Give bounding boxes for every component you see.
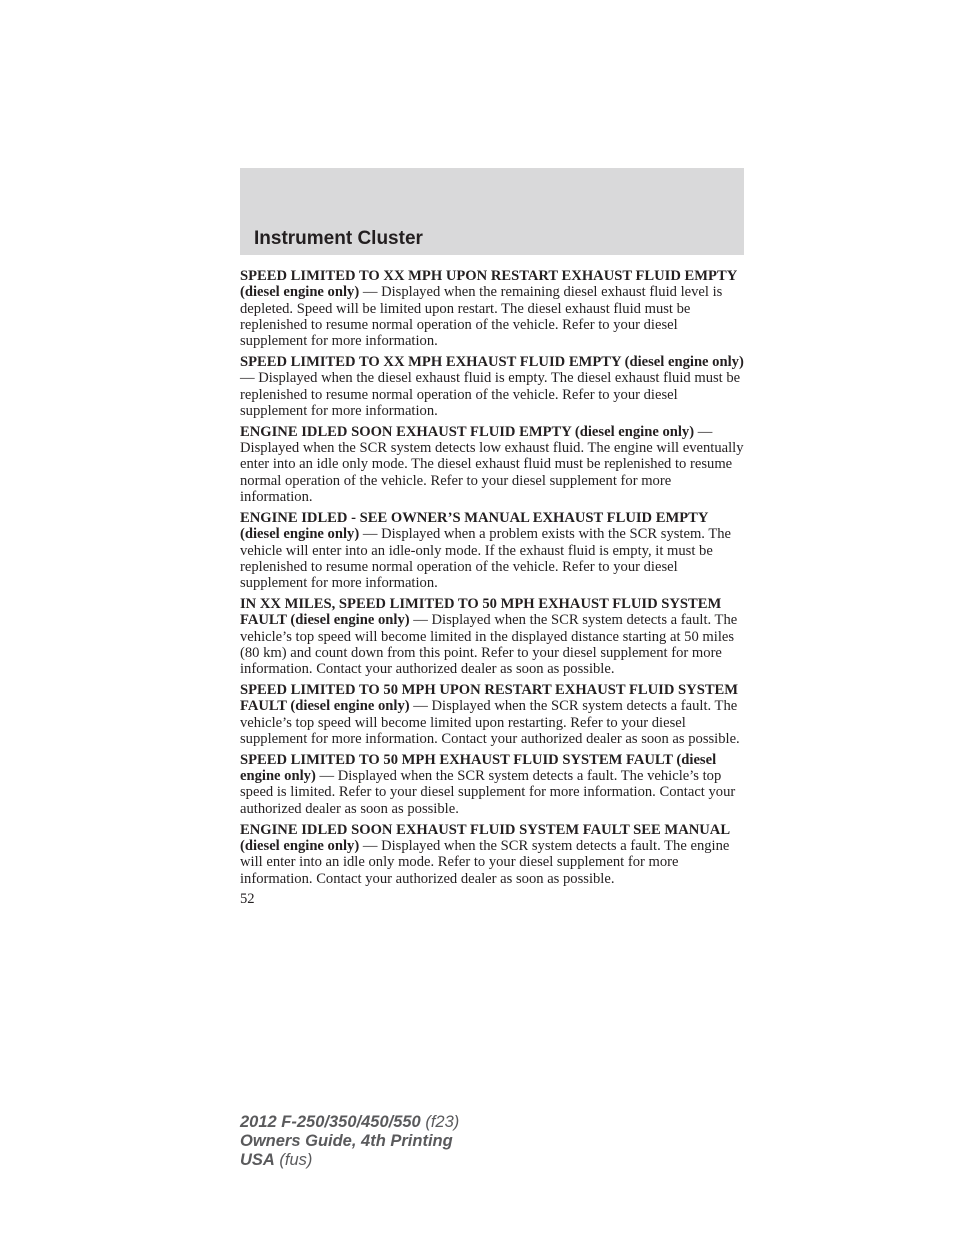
footer-model-code: (f23)	[420, 1113, 460, 1131]
message-description: — Displayed when the SCR system detects a fault. The engine will enter into an idle only mode. Refer to your diesel supplement for more information. Contact your authorized dealer as soon as possible.	[240, 837, 730, 887]
footer-line-edition: Owners Guide, 4th Printing	[240, 1132, 453, 1150]
message-term: SPEED LIMITED TO XX MPH UPON RESTART EXHAUST FLUID EMPTY (diesel engine only)	[240, 268, 737, 301]
message-term: SPEED LIMITED TO 50 MPH EXHAUST FLUID SYSTEM FAULT (diesel engine only)	[240, 751, 717, 785]
message-entry	[240, 268, 744, 349]
footer-market-code: (fus)	[274, 1151, 313, 1169]
message-description: — Displayed when the SCR system detects a fault. The vehicle’s top speed is limited. Refer to your diesel supplement for more information. Contact your authorized dealer as soon as possible.	[240, 768, 736, 817]
message-description: — Displayed when the SCR system detects a fault. The vehicle’s top speed will become limited in the displayed distance starting at 50 miles (80 km) and count down from this point. Refer to your diesel supplement for more information. Contact your authorized dealer as soon as possible.	[240, 612, 738, 678]
document-footer	[240, 1113, 459, 1170]
message-description: — Displayed when the remaining diesel exhaust fluid level is depleted. Speed will be limited upon restart. The diesel exhaust fluid must be replenished to resume normal operation of the vehicle. Refer to your diesel supplement for more information.	[240, 284, 723, 350]
message-description: — Displayed when a problem exists with the SCR system. The vehicle will enter into an idle-only mode. If the exhaust fluid is empty, it must be replenished to resume normal operation of the vehicle. Refer to your diesel supplement for more information.	[240, 526, 732, 592]
message-entry	[240, 596, 744, 677]
message-description: — Displayed when the SCR system detects low exhaust fluid. The engine will eventually enter into an idle only mode. The diesel exhaust fluid must be replenished to resume normal operation of the vehicle. Refer to your diesel supplement for more information.	[240, 423, 744, 506]
section-header-band	[240, 168, 744, 255]
page-content	[240, 268, 744, 908]
message-entry	[240, 682, 744, 747]
page-number: 52	[240, 891, 255, 908]
message-term: IN XX MILES, SPEED LIMITED TO 50 MPH EXHAUST FLUID SYSTEM FAULT (diesel engine only)	[240, 596, 722, 629]
message-description: — Displayed when the SCR system detects a fault. The vehicle’s top speed will become limited upon restarting. Refer to your diesel supplement for more information. Contact your authorized dealer as soon as possible.	[240, 698, 740, 747]
message-description: — Displayed when the diesel exhaust fluid is empty. The diesel exhaust fluid must be replenished to resume normal operation of the vehicle. Refer to your diesel supplement for more information.	[240, 370, 741, 419]
message-term: ENGINE IDLED SOON EXHAUST FLUID EMPTY (diesel engine only)	[240, 423, 695, 440]
message-entry	[240, 354, 744, 419]
footer-line-market	[240, 1151, 459, 1170]
message-term: SPEED LIMITED TO XX MPH EXHAUST FLUID EMPTY (diesel engine only)	[240, 354, 744, 371]
message-term: SPEED LIMITED TO 50 MPH UPON RESTART EXHAUST FLUID SYSTEM FAULT (diesel engine only)	[240, 682, 739, 715]
message-entry	[240, 752, 744, 817]
message-term: ENGINE IDLED SOON EXHAUST FLUID SYSTEM FAULT SEE MANUAL (diesel engine only)	[240, 821, 730, 854]
section-title: Instrument Cluster	[254, 228, 423, 249]
message-entry	[240, 822, 744, 887]
message-term: ENGINE IDLED - SEE OWNER’S MANUAL EXHAUST FLUID EMPTY (diesel engine only)	[240, 509, 708, 543]
message-entry	[240, 510, 744, 591]
footer-market: USA	[240, 1151, 275, 1169]
footer-line-model	[240, 1113, 459, 1132]
message-entry	[240, 424, 744, 505]
footer-model: 2012 F-250/350/450/550	[240, 1113, 421, 1131]
